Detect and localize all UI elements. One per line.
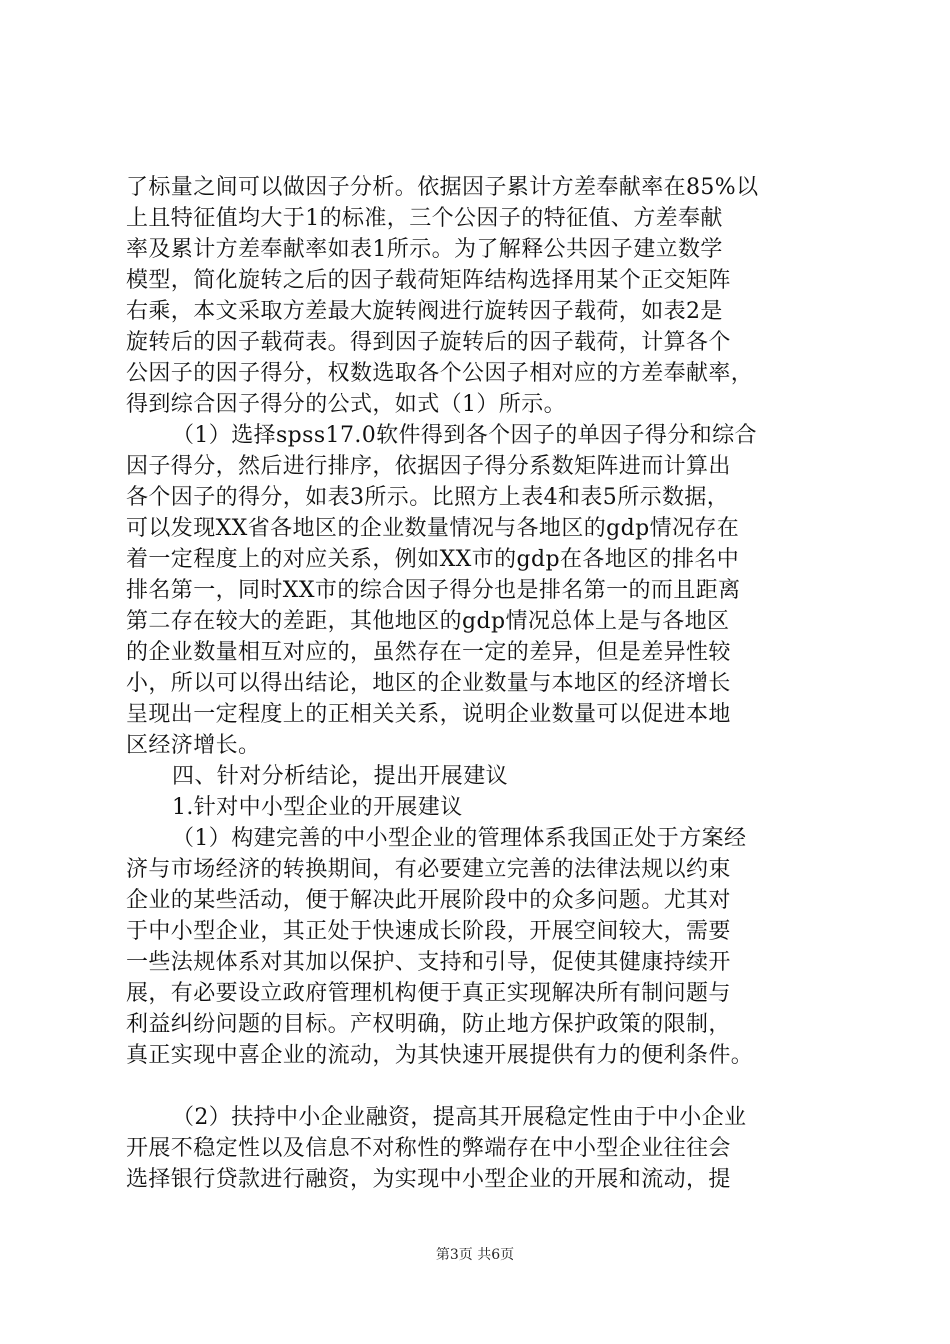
paragraph-line: 各个因子的得分，如表3所示。比照方上表4和表5所示数据， <box>126 485 730 510</box>
paragraph-line: 第二存在较大的差距，其他地区的gdp情况总体上是与各地区 <box>126 609 730 634</box>
paragraph-line: 真正实现中喜企业的流动，为其快速开展提供有力的便利条件。 <box>126 1043 754 1068</box>
paragraph-line: 开展不稳定性以及信息不对称性的弊端存在中小型企业往往会 <box>126 1136 731 1161</box>
subsection-heading: 1.针对中小型企业的开展建议 <box>172 795 463 820</box>
paragraph-line: 上且特征值均大于1的标准，三个公因子的特征值、方差奉献 <box>126 206 723 231</box>
paragraph-line: 于中小型企业，其正处于快速成长阶段，开展空间较大，需要 <box>126 919 731 944</box>
paragraph-line: 旋转后的因子载荷表。得到因子旋转后的因子载荷，计算各个 <box>126 330 731 355</box>
paragraph-line: 模型，简化旋转之后的因子载荷矩阵结构选择用某个正交矩阵 <box>126 268 731 293</box>
paragraph-line: （2）扶持中小企业融资，提高其开展稳定性由于中小企业 <box>172 1105 747 1130</box>
paragraph-line: 选择银行贷款进行融资，为实现中小型企业的开展和流动，提 <box>126 1167 731 1192</box>
paragraph-line: 率及累计方差奉献率如表1所示。为了解释公共因子建立数学 <box>126 237 723 262</box>
paragraph-line: 可以发现XX省各地区的企业数量情况与各地区的gdp情况存在 <box>126 516 740 541</box>
paragraph-line: 得到综合因子得分的公式，如式（1）所示。 <box>126 392 566 417</box>
paragraph-line: 呈现出一定程度上的正相关关系，说明企业数量可以促进本地 <box>126 702 731 727</box>
paragraph-line: 小，所以可以得出结论，地区的企业数量与本地区的经济增长 <box>126 671 731 696</box>
paragraph-line: 区经济增长。 <box>126 733 261 758</box>
paragraph-line: 因子得分，然后进行排序，依据因子得分系数矩阵进而计算出 <box>126 454 731 479</box>
section-heading: 四、针对分析结论，提出开展建议 <box>172 764 509 789</box>
paragraph-line: 了标量之间可以做因子分析。依据因子累计方差奉献率在85%以 <box>126 175 759 200</box>
paragraph-line: 的企业数量相互对应的，虽然存在一定的差异，但是差异性较 <box>126 640 731 665</box>
paragraph-line: 展，有必要设立政府管理机构便于真正实现解决所有制问题与 <box>126 981 731 1006</box>
paragraph-line: 着一定程度上的对应关系，例如XX市的gdp在各地区的排名中 <box>126 547 740 572</box>
paragraph-line: 公因子的因子得分，权数选取各个公因子相对应的方差奉献率， <box>126 361 754 386</box>
paragraph-line: 右乘，本文采取方差最大旋转阀进行旋转因子载荷，如表2是 <box>126 299 723 324</box>
paragraph-line: （1）构建完善的中小型企业的管理体系我国正处于方案经 <box>172 826 747 851</box>
paragraph-line: 利益纠纷问题的目标。产权明确，防止地方保护政策的限制， <box>126 1012 731 1037</box>
paragraph-line: 企业的某些活动，便于解决此开展阶段中的众多问题。尤其对 <box>126 888 731 913</box>
page-number-footer: 第3页 共6页 <box>435 1247 515 1263</box>
paragraph-line: 排名第一，同时XX市的综合因子得分也是排名第一的而且距离 <box>126 578 741 603</box>
paragraph-line: 济与市场经济的转换期间，有必要建立完善的法律法规以约束 <box>126 857 731 882</box>
paragraph-line: 一些法规体系对其加以保护、支持和引导，促使其健康持续开 <box>126 950 731 975</box>
paragraph-line: （1）选择spss17.0软件得到各个因子的单因子得分和综合 <box>172 423 757 448</box>
